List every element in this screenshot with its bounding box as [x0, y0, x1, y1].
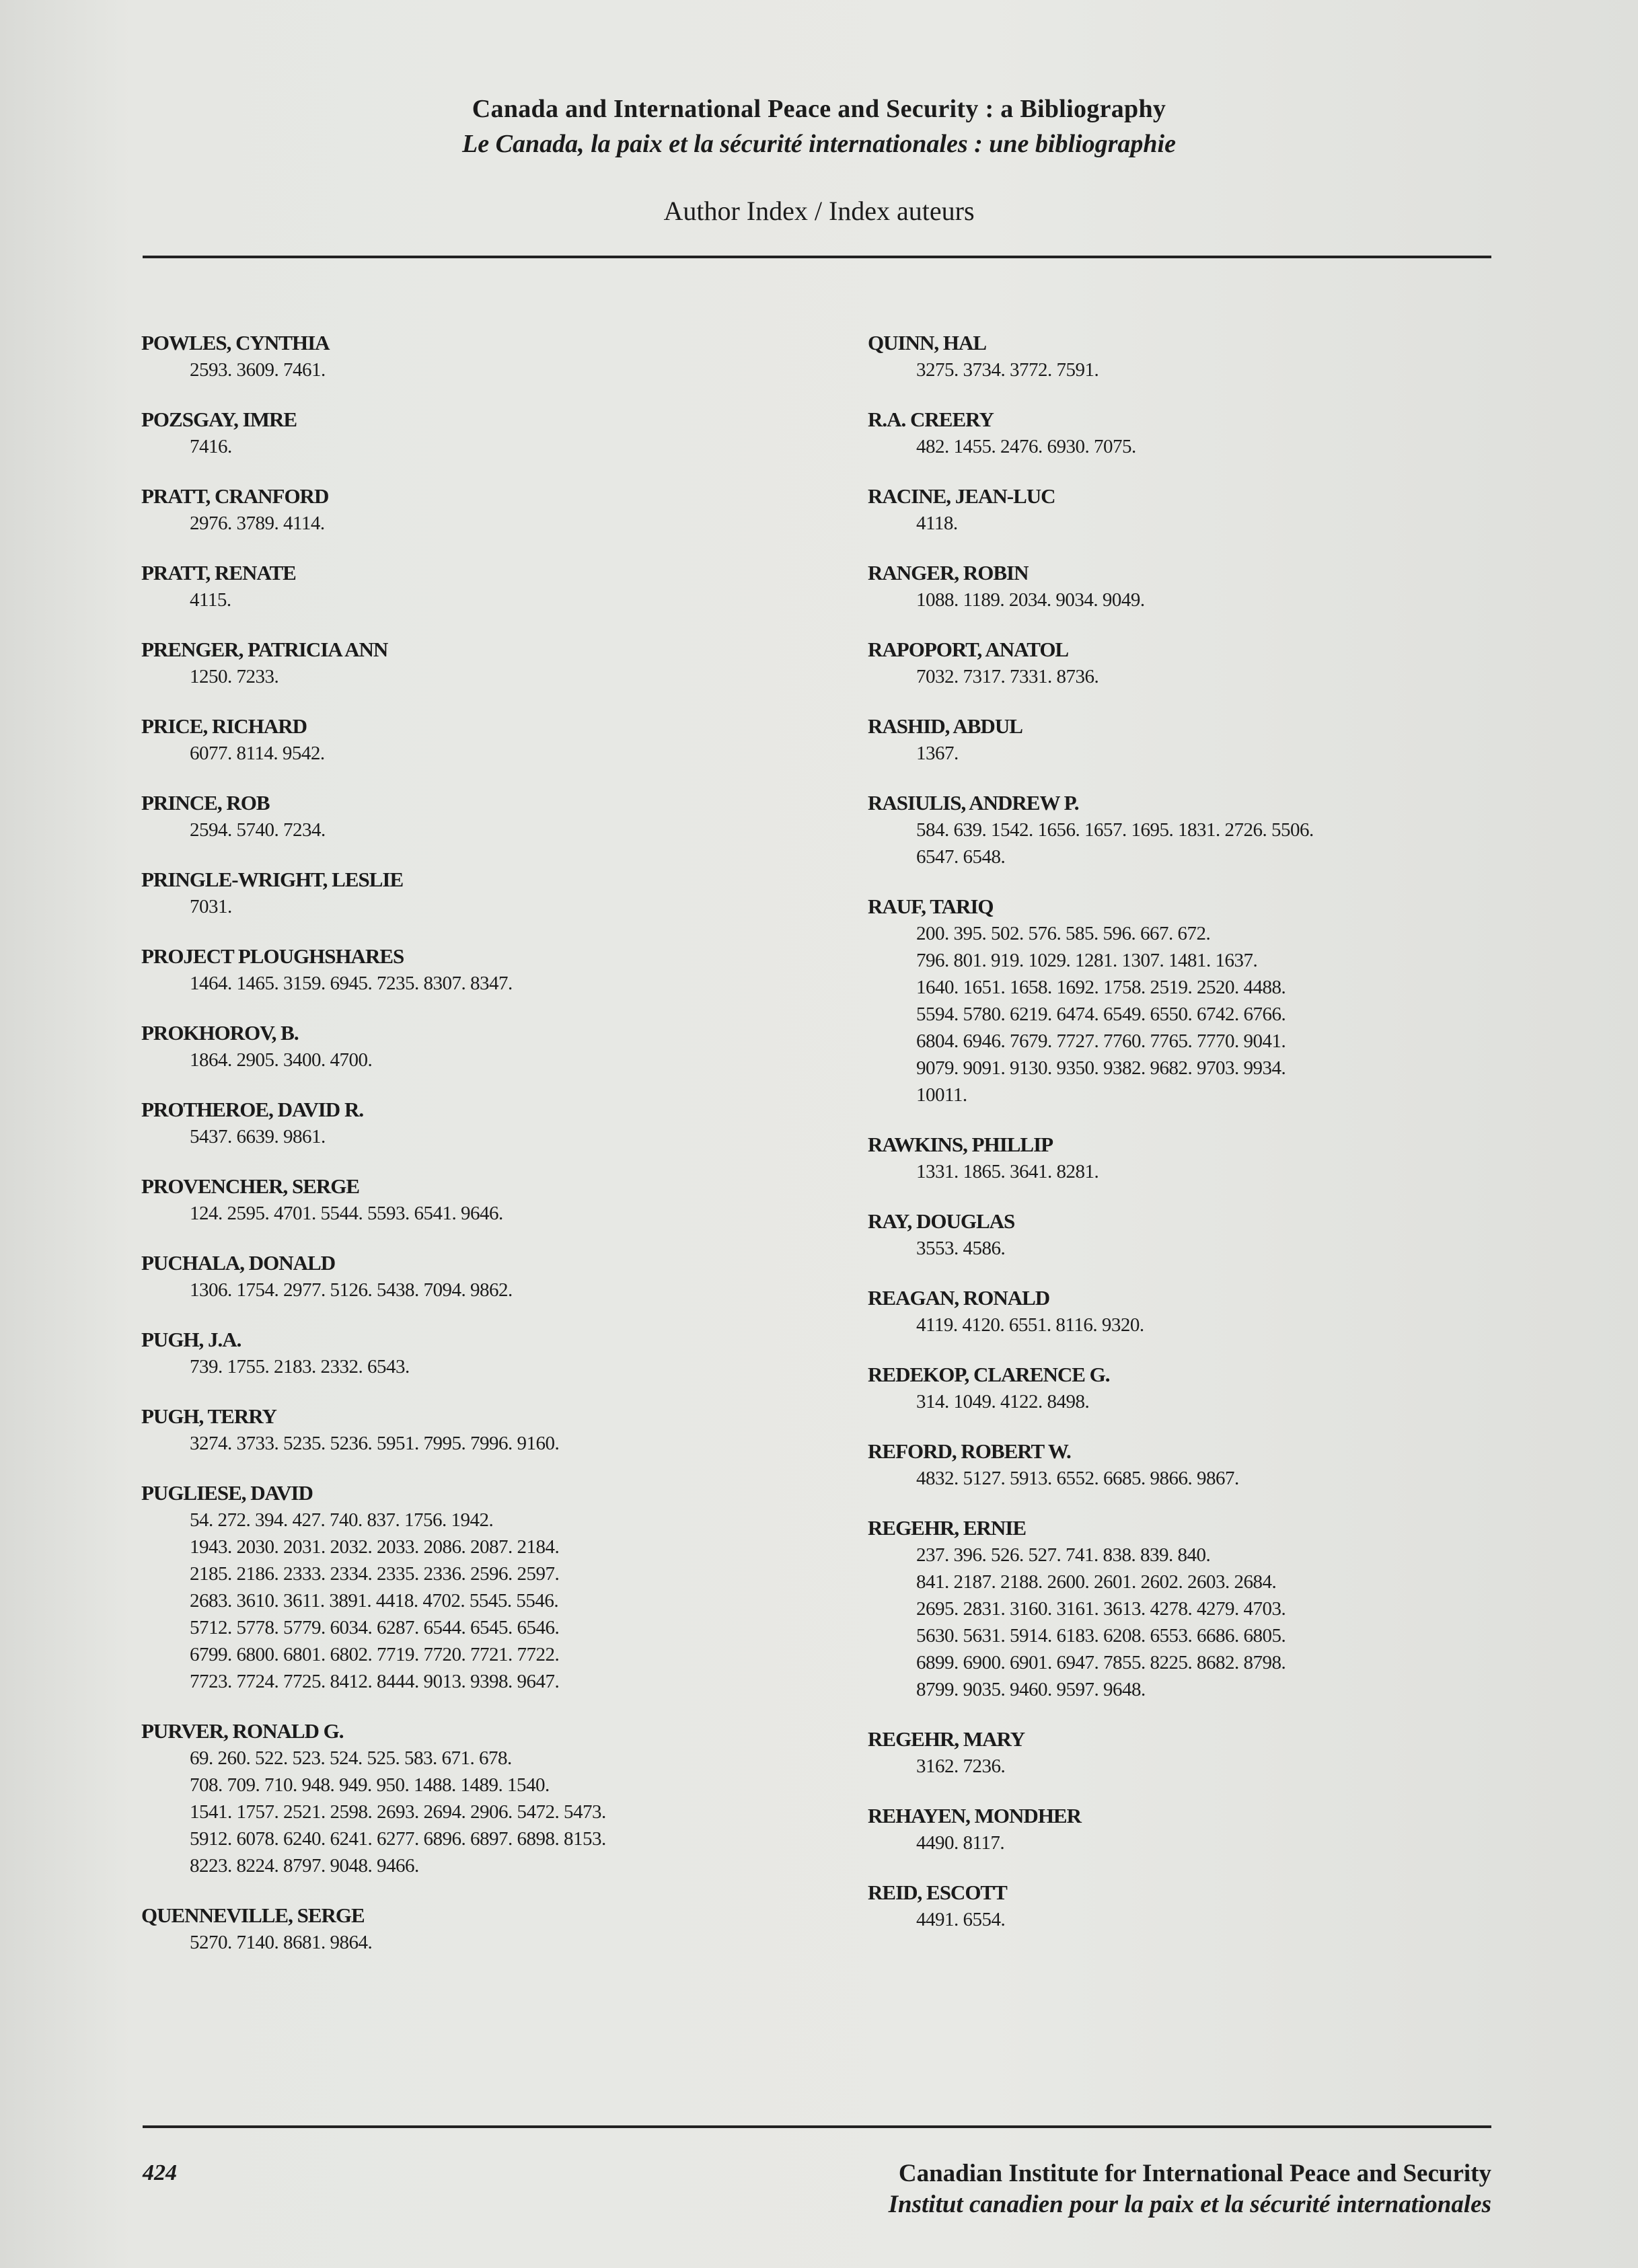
- author-column-left: [141, 330, 814, 1979]
- author-entry: [868, 713, 1540, 767]
- author-name: PUCHALA, DONALD: [141, 1251, 336, 1275]
- author-name: PROTHEROE, DAVID R.: [141, 1098, 364, 1121]
- reference-line: 4118.: [916, 513, 958, 534]
- author-name: RAY, DOUGLAS: [868, 1209, 1015, 1233]
- reference-line: 1864. 2905. 3400. 4700.: [190, 1049, 373, 1071]
- reference-line: 4490. 8117.: [916, 1832, 1005, 1854]
- author-entry: [141, 636, 814, 690]
- reference-line: 2695. 2831. 3160. 3161. 3613. 4278. 4279. 4703.: [916, 1598, 1286, 1620]
- reference-line: 7031.: [190, 896, 232, 917]
- author-entry: [141, 330, 814, 383]
- author-entry: [868, 560, 1540, 613]
- reference-line: 3162. 7236.: [916, 1755, 1006, 1777]
- reference-numbers: [916, 433, 1540, 460]
- reference-line: 1088. 1189. 2034. 9034. 9049.: [916, 589, 1145, 611]
- reference-line: 69. 260. 522. 523. 524. 525. 583. 671. 678.: [190, 1747, 512, 1769]
- author-entry: [868, 790, 1540, 870]
- author-entry: [868, 1726, 1540, 1780]
- author-name: RASHID, ABDUL: [868, 714, 1022, 738]
- reference-line: 4115.: [190, 589, 231, 611]
- author-name: PRENGER, PATRICIA ANN: [141, 638, 388, 661]
- reference-numbers: [916, 1542, 1540, 1703]
- author-entry: [868, 1438, 1540, 1492]
- author-entry: [141, 943, 814, 997]
- reference-line: 6799. 6800. 6801. 6802. 7719. 7720. 7721. 7722.: [190, 1644, 560, 1665]
- reference-numbers: [916, 1829, 1540, 1856]
- author-name: REGEHR, ERNIE: [868, 1516, 1027, 1540]
- author-column-right: [868, 330, 1540, 1956]
- author-entry: [141, 1020, 814, 1073]
- reference-line: 739. 1755. 2183. 2332. 6543.: [190, 1356, 410, 1377]
- author-entry: [141, 1096, 814, 1150]
- title-english: Canada and International Peace and Security : a Bibliography: [472, 95, 1166, 123]
- reference-numbers: [916, 663, 1540, 690]
- reference-numbers: [916, 356, 1540, 383]
- reference-line: 2976. 3789. 4114.: [190, 513, 325, 534]
- reference-numbers: [916, 1235, 1540, 1262]
- reference-line: 482. 1455. 2476. 6930. 7075.: [916, 436, 1136, 457]
- reference-line: 841. 2187. 2188. 2600. 2601. 2602. 2603. 2684.: [916, 1571, 1277, 1593]
- reference-numbers: [190, 1929, 814, 1956]
- author-name: POWLES, CYNTHIA: [141, 331, 330, 354]
- reference-line: 3274. 3733. 5235. 5236. 5951. 7995. 7996. 9160.: [190, 1433, 560, 1454]
- author-name: REID, ESCOTT: [868, 1881, 1007, 1904]
- author-entry: [141, 1718, 814, 1879]
- reference-numbers: [190, 1430, 814, 1457]
- author-name: PROVENCHER, SERGE: [141, 1174, 360, 1198]
- reference-line: 8223. 8224. 8797. 9048. 9466.: [190, 1855, 419, 1877]
- reference-numbers: [916, 510, 1540, 537]
- author-name: POZSGAY, IMRE: [141, 408, 297, 431]
- author-entry: [141, 1250, 814, 1303]
- author-name: RANGER, ROBIN: [868, 561, 1029, 584]
- reference-line: 10011.: [916, 1084, 967, 1106]
- author-name: PROJECT PLOUGHSHARES: [141, 944, 404, 968]
- reference-numbers: [190, 1123, 814, 1150]
- reference-numbers: [916, 1465, 1540, 1492]
- author-entry: [868, 483, 1540, 537]
- reference-numbers: [190, 356, 814, 383]
- author-name: PRINGLE-WRIGHT, LESLIE: [141, 868, 404, 891]
- reference-line: 796. 801. 919. 1029. 1281. 1307. 1481. 1637.: [916, 950, 1258, 971]
- reference-line: 2185. 2186. 2333. 2334. 2335. 2336. 2596. 2597.: [190, 1563, 560, 1585]
- author-entry: [141, 483, 814, 537]
- author-entry: [141, 1480, 814, 1695]
- reference-numbers: [916, 920, 1540, 1108]
- reference-numbers: [916, 587, 1540, 613]
- reference-line: 708. 709. 710. 948. 949. 950. 1488. 1489. 1540.: [190, 1774, 550, 1796]
- author-entry: [868, 406, 1540, 460]
- reference-numbers: [916, 740, 1540, 767]
- reference-numbers: [190, 1507, 814, 1695]
- reference-numbers: [916, 1158, 1540, 1185]
- reference-numbers: [916, 1753, 1540, 1780]
- title-french: Le Canada, la paix et la sécurité internationales : une bibliographie: [462, 130, 1176, 158]
- reference-line: 3553. 4586.: [916, 1238, 1006, 1259]
- reference-line: 2594. 5740. 7234.: [190, 819, 326, 841]
- author-entry: [868, 1285, 1540, 1338]
- author-name: QUINN, HAL: [868, 331, 987, 354]
- reference-line: 200. 395. 502. 576. 585. 596. 667. 672.: [916, 923, 1211, 944]
- reference-line: 6077. 8114. 9542.: [190, 743, 325, 764]
- author-entry: [868, 893, 1540, 1108]
- author-name: REHAYEN, MONDHER: [868, 1804, 1081, 1827]
- reference-numbers: [190, 1745, 814, 1879]
- reference-line: 5712. 5778. 5779. 6034. 6287. 6544. 6545. 6546.: [190, 1617, 560, 1638]
- author-entry: [868, 1361, 1540, 1415]
- reference-line: 1306. 1754. 2977. 5126. 5438. 7094. 9862.: [190, 1279, 513, 1301]
- reference-line: 54. 272. 394. 427. 740. 837. 1756. 1942.: [190, 1509, 494, 1531]
- reference-line: 1367.: [916, 743, 959, 764]
- footer-institute-french: Institut canadien pour la paix et la sécurité internationales: [888, 2191, 1491, 2218]
- reference-line: 7723. 7724. 7725. 8412. 8444. 9013. 9398. 9647.: [190, 1671, 560, 1692]
- reference-numbers: [190, 893, 814, 920]
- reference-line: 5912. 6078. 6240. 6241. 6277. 6896. 6897. 6898. 8153.: [190, 1828, 606, 1850]
- footer-institute-english: Canadian Institute for International Peace and Security: [898, 2160, 1491, 2187]
- reference-line: 3275. 3734. 3772. 7591.: [916, 359, 1099, 381]
- reference-numbers: [190, 1200, 814, 1227]
- author-entry: [141, 713, 814, 767]
- author-name: REAGAN, RONALD: [868, 1286, 1050, 1310]
- reference-line: 4119. 4120. 6551. 8116. 9320.: [916, 1314, 1144, 1336]
- reference-numbers: [190, 1353, 814, 1380]
- reference-line: 6547. 6548.: [916, 846, 1006, 868]
- author-name: PRATT, CRANFORD: [141, 484, 329, 508]
- author-name: QUENNEVILLE, SERGE: [141, 1903, 365, 1927]
- reference-line: 4832. 5127. 5913. 6552. 6685. 9866. 9867.: [916, 1468, 1239, 1489]
- reference-line: 1541. 1757. 2521. 2598. 2693. 2694. 2906. 5472. 5473.: [190, 1801, 606, 1823]
- reference-numbers: [190, 433, 814, 460]
- author-entry: [141, 406, 814, 460]
- author-name: PURVER, RONALD G.: [141, 1719, 344, 1743]
- author-name: R.A. CREERY: [868, 408, 994, 431]
- reference-numbers: [190, 1277, 814, 1303]
- author-entry: [868, 1879, 1540, 1933]
- reference-line: 584. 639. 1542. 1656. 1657. 1695. 1831. 2726. 5506.: [916, 819, 1314, 841]
- author-entry: [868, 1803, 1540, 1856]
- reference-numbers: [190, 970, 814, 997]
- author-entry: [868, 1515, 1540, 1703]
- reference-line: 314. 1049. 4122. 8498.: [916, 1391, 1090, 1412]
- reference-line: 1943. 2030. 2031. 2032. 2033. 2086. 2087. 2184.: [190, 1536, 560, 1558]
- reference-line: 5630. 5631. 5914. 6183. 6208. 6553. 6686. 6805.: [916, 1625, 1286, 1647]
- author-entry: [141, 560, 814, 613]
- reference-numbers: [916, 1312, 1540, 1338]
- reference-line: 5437. 6639. 9861.: [190, 1126, 326, 1147]
- author-entry: [141, 790, 814, 843]
- reference-numbers: [190, 817, 814, 843]
- reference-numbers: [190, 1047, 814, 1073]
- author-entry: [141, 866, 814, 920]
- reference-line: 1250. 7233.: [190, 666, 279, 687]
- author-name: PRINCE, ROB: [141, 791, 270, 815]
- author-entry: [141, 1173, 814, 1227]
- reference-line: 6804. 6946. 7679. 7727. 7760. 7765. 7770. 9041.: [916, 1030, 1286, 1052]
- reference-numbers: [190, 663, 814, 690]
- author-entry: [868, 636, 1540, 690]
- author-name: PUGLIESE, DAVID: [141, 1481, 313, 1505]
- reference-line: 9079. 9091. 9130. 9350. 9382. 9682. 9703. 9934.: [916, 1057, 1286, 1079]
- author-name: RASIULIS, ANDREW P.: [868, 791, 1079, 815]
- reference-numbers: [190, 587, 814, 613]
- author-name: REDEKOP, CLARENCE G.: [868, 1363, 1110, 1386]
- author-entry: [141, 1326, 814, 1380]
- reference-line: 7416.: [190, 436, 232, 457]
- footer-divider: [143, 2125, 1491, 2128]
- reference-line: 6899. 6900. 6901. 6947. 7855. 8225. 8682. 8798.: [916, 1652, 1286, 1673]
- author-entry: [141, 1403, 814, 1457]
- author-entry: [868, 1208, 1540, 1262]
- reference-numbers: [916, 817, 1540, 870]
- author-entry: [141, 1902, 814, 1956]
- reference-line: 1331. 1865. 3641. 8281.: [916, 1161, 1099, 1182]
- index-title: Author Index / Index auteurs: [663, 196, 975, 226]
- author-name: REGEHR, MARY: [868, 1727, 1025, 1751]
- reference-numbers: [916, 1388, 1540, 1415]
- reference-line: 5270. 7140. 8681. 9864.: [190, 1932, 373, 1953]
- reference-line: 2593. 3609. 7461.: [190, 359, 326, 381]
- reference-numbers: [190, 510, 814, 537]
- author-entry: [868, 1131, 1540, 1185]
- page-number: 424: [143, 2160, 177, 2185]
- reference-line: 4491. 6554.: [916, 1909, 1006, 1930]
- reference-line: 1640. 1651. 1658. 1692. 1758. 2519. 2520. 4488.: [916, 977, 1286, 998]
- author-name: PROKHOROV, B.: [141, 1021, 299, 1045]
- author-name: RAUF, TARIQ: [868, 895, 994, 918]
- author-name: PRATT, RENATE: [141, 561, 296, 584]
- reference-line: 5594. 5780. 6219. 6474. 6549. 6550. 6742. 6766.: [916, 1004, 1286, 1025]
- reference-line: 1464. 1465. 3159. 6945. 7235. 8307. 8347.: [190, 973, 513, 994]
- reference-line: 2683. 3610. 3611. 3891. 4418. 4702. 5545. 5546.: [190, 1590, 559, 1612]
- author-name: RAPOPORT, ANATOL: [868, 638, 1069, 661]
- author-name: RACINE, JEAN-LUC: [868, 484, 1055, 508]
- reference-line: 124. 2595. 4701. 5544. 5593. 6541. 9646.: [190, 1203, 503, 1224]
- author-name: PRICE, RICHARD: [141, 714, 307, 738]
- reference-line: 237. 396. 526. 527. 741. 838. 839. 840.: [916, 1544, 1211, 1566]
- author-entry: [868, 330, 1540, 383]
- header-divider: [143, 256, 1491, 258]
- author-name: PUGH, TERRY: [141, 1404, 276, 1428]
- reference-numbers: [916, 1906, 1540, 1933]
- author-name: REFORD, ROBERT W.: [868, 1439, 1071, 1463]
- reference-line: 7032. 7317. 7331. 8736.: [916, 666, 1099, 687]
- author-name: PUGH, J.A.: [141, 1328, 241, 1351]
- reference-numbers: [190, 740, 814, 767]
- author-name: RAWKINS, PHILLIP: [868, 1133, 1053, 1156]
- reference-line: 8799. 9035. 9460. 9597. 9648.: [916, 1679, 1146, 1700]
